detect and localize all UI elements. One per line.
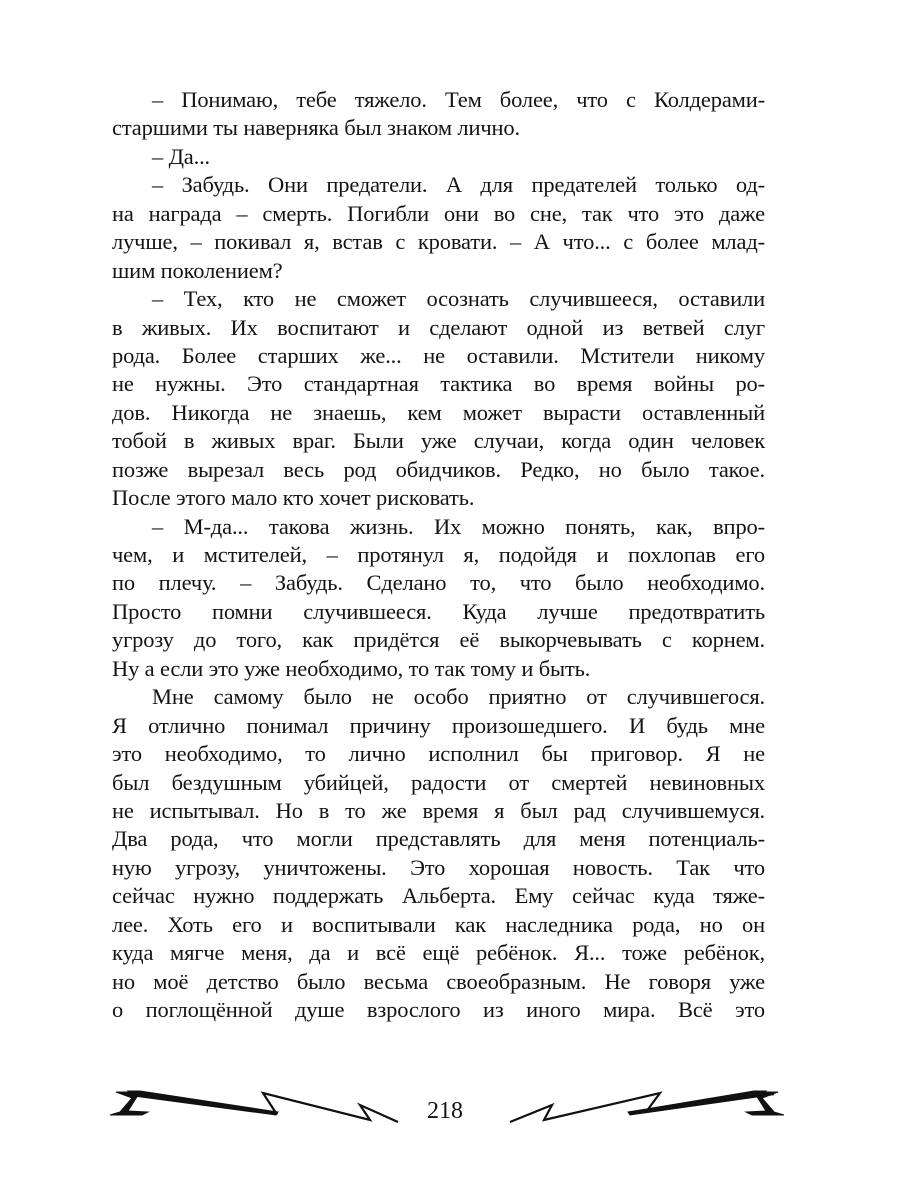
text-line: рода. Более старших же... не оставили. Мстители никому — [112, 342, 765, 368]
text-line: не нужны. Это стандартная тактика во время войны ро- — [112, 371, 765, 397]
text-line: о поглощённой душе взрослого из иного мира. Всё это — [112, 997, 765, 1022]
text-line: сейчас нужно поддержать Альберта. Ему сейчас куда тяже- — [112, 883, 765, 909]
body-text — [112, 86, 765, 1024]
text-line: После этого мало кто хочет рисковать. — [112, 485, 475, 511]
text-line: лее. Хоть его и воспитывали как наследника рода, но он — [112, 911, 765, 937]
text-line: дов. Никогда не знаешь, кем может вырасти оставленный — [112, 399, 765, 425]
text-line: по плечу. – Забудь. Сделано то, что было необходимо. — [112, 570, 765, 596]
text-line: был бездушным убийцей, радости от смертей невиновных — [112, 769, 765, 795]
text-line: позже вырезал весь род обидчиков. Редко, но было такое. — [112, 456, 765, 482]
text-line: Я отлично понимал причину произошедшего. И будь мне — [112, 712, 765, 738]
text-line: – Да... — [152, 143, 211, 169]
text-line: старшими ты наверняка был знаком лично. — [112, 115, 520, 141]
text-line: Мне самому было не особо приятно от случившегося. — [152, 684, 765, 710]
text-line: лучше, – покивал я, встав с кровати. – А что... с более млад- — [112, 229, 765, 255]
text-line: в живых. Их воспитают и сделают одной из ветвей слуг — [112, 314, 765, 340]
text-line: – М-да... такова жизнь. Их можно понять, как, впро- — [152, 513, 765, 539]
text-line: – Понимаю, тебе тяжело. Тем более, что с Колдерами- — [152, 87, 765, 112]
text-line: это необходимо, то лично исполнил бы приговор. Я не — [112, 741, 765, 767]
text-line: ную угрозу, уничтожены. Это хорошая новость. Так что — [112, 854, 765, 880]
text-line: но моё детство было весьма своеобразным. Не говоря уже — [112, 968, 765, 994]
text-line: на награда – смерть. Погибли они во сне, так что это даже — [112, 200, 765, 226]
text-line: шим поколением? — [112, 257, 283, 283]
text-line: тобой в живых враг. Были уже случаи, когда один человек — [112, 428, 765, 454]
page-footer — [108, 1090, 798, 1140]
page-number: 218 — [427, 1098, 463, 1124]
text-line: куда мягче меня, да и всё ещё ребёнок. Я... тоже ребёнок, — [112, 940, 765, 966]
text-line: – Тех, кто не сможет осознать случившееся, оставили — [152, 286, 765, 312]
text-line: чем, и мстителей, – протянул я, подойдя и похлопав его — [112, 542, 765, 567]
text-line: Два рода, что могли представлять для меня потенциаль- — [112, 826, 765, 852]
text-line: Просто помни случившееся. Куда лучше предотвратить — [112, 598, 765, 624]
text-line: не испытывал. Но в то же время я был рад случившемуся. — [112, 797, 765, 823]
text-line: – Забудь. Они предатели. А для предателей только од- — [152, 172, 765, 198]
text-line: угрозу до того, как придётся её выкорчевывать с корнем. — [112, 627, 765, 653]
text-line: Ну а если это уже необходимо, то так тому и быть. — [112, 655, 591, 681]
